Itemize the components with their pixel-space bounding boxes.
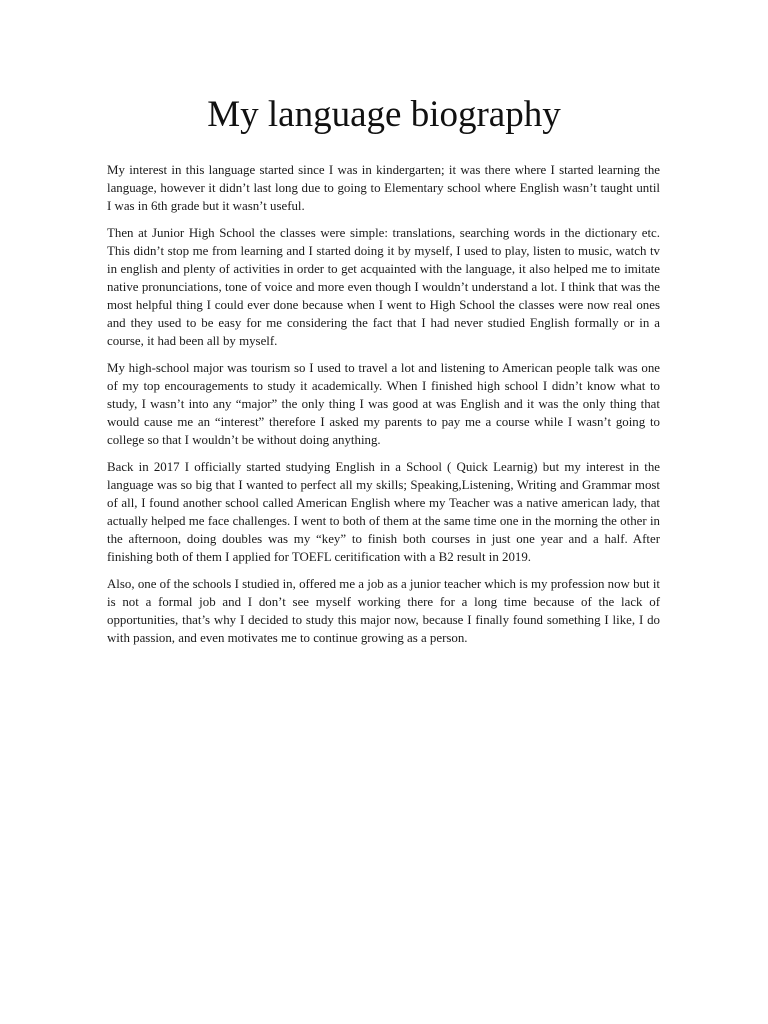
paragraph-junior-high: Then at Junior High School the classes were simple: translations, searching words in the dictionary etc. This didn’t stop me from learning and I started doing it by myself, I used to play, listen to music, watch tv in english and plenty of activities in order to get acquainted with the language, it also helped me to imitate native pronunciations, tone of voice and more even though I wouldn’t understand a lot. I think that was the most helpful thing I could ever done because when I went to High School the classes were now real ones and they used to be easy for me considering the fact that I had never studied English formally or in a course, it had been all by myself. — [107, 226, 660, 348]
page-title: My language biography — [207, 94, 561, 135]
document-body — [107, 161, 660, 656]
paragraph-english-schools: Back in 2017 I officially started studying English in a School ( Quick Learnig) but my interest in the language was so big that I wanted to perfect all my skills; Speaking,Listening, Writing and Grammar most of all, I found another school called American English where my Teacher was a native american lady, that actually helped me face challenges. I went to both of them at the same time one in the morning the other in the afternoon, doing doubles was my “key” to finish both courses in just one year and a half. After finishing both of them I applied for TOEFL ceritification with a B2 result in 2019. — [107, 460, 660, 564]
paragraph-high-school: My high-school major was tourism so I used to travel a lot and listening to American people talk was one of my top encouragements to study it academically. When I finished high school I didn’t know what to study, I wasn’t into any “major” the only thing I was good at was English and it was the only thing that would cause me an “interest” therefore I asked my parents to pay me a course while I wasn’t going to college so that I wouldn’t be without doing anything. — [107, 361, 660, 447]
paragraph-kindergarten: My interest in this language started since I was in kindergarten; it was there where I started learning the language, however it didn’t last long due to going to Elementary school where English wasn’t taught until I was in 6th grade but it wasn’t useful. — [107, 163, 660, 213]
paragraph-teaching-job: Also, one of the schools I studied in, offered me a job as a junior teacher which is my profession now but it is not a formal job and I don’t see myself working there for a long time because of the lack of opportunities, that’s why I decided to study this major now, because I finally found something I like, I do with passion, and even motivates me to continue growing as a person. — [107, 577, 660, 645]
